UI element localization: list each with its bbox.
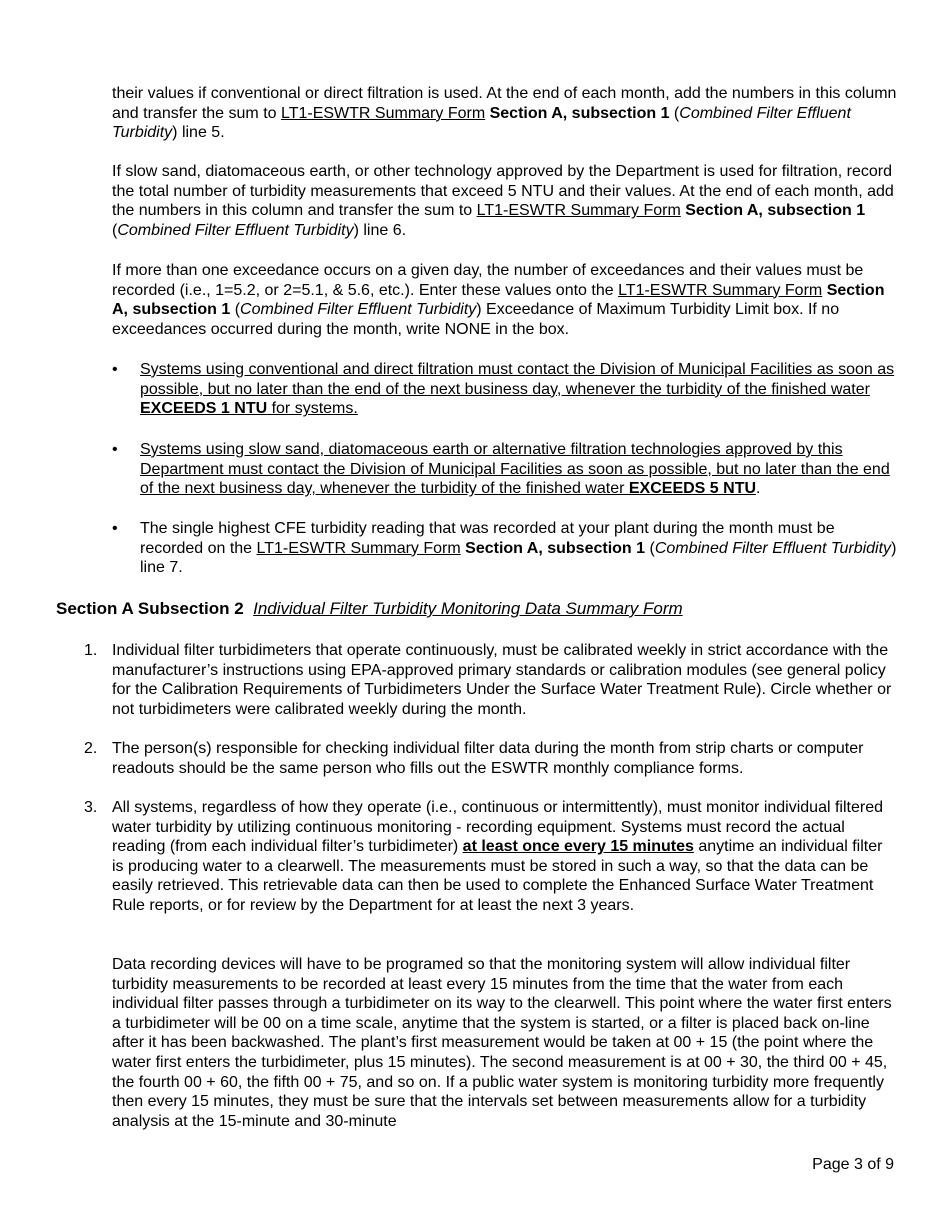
cfe-reference: Combined Filter Effluent Turbidity (654, 539, 892, 557)
frequency-emphasis: at least once every 15 minutes (462, 838, 694, 856)
exceeds-limit: EXCEEDS 1 NTU (140, 400, 268, 418)
item-number: 3. (84, 799, 98, 816)
section-reference: Section A, subsection 1 (112, 281, 885, 319)
summary-form-reference: LT1-ESWTR Summary Form (618, 281, 823, 299)
paragraph-text: their values if conventional or direct filtration is used. At the end of each month, add the numbers in this column and transfer the sum to (112, 85, 897, 122)
bullet-marker: • (112, 441, 118, 458)
section-heading (56, 598, 916, 620)
exceeds-limit: EXCEEDS 5 NTU (628, 480, 757, 498)
bullet-text: Systems using slow sand, diatomaceous earth or alternative filtration technologies approved by this Department must contact the Division of Municipal Facilities as soon as possible, but no later than the end of the next business day, whenever the turbidity of the finished water EXCEEDS 5 NTU. (140, 441, 890, 498)
summary-form-reference: LT1-ESWTR Summary Form (280, 104, 486, 122)
summary-form-reference: LT1-ESWTR Summary Form (256, 539, 461, 557)
paragraph-text: If slow sand, diatomaceous earth, or other technology approved by the Department is used for filtration, record the total number of turbidity measurements that exceed 5 NTU and their values. At the end of each month, add the numbers in this column and transfer the sum to (112, 163, 894, 220)
item-number: 2. (84, 740, 98, 757)
paragraph-cfe-conventional: their values if conventional or direct filtration is used. At the end of each month, add the numbers in this column and transfer the sum to LT1-ESWTR Summary Form Section A, subsection 1 (Combined Filter Effluent Turbidity) line 5. (112, 85, 897, 142)
item-text: All systems, regardless of how they operate (i.e., continuous or intermittently), must monitor individual filtered water turbidity by utilizing continuous monitoring - recording equipment. Systems must record the actual reading (from each individual filter’s turbidimeter) at least once every 15 minutes anytime an individual filter is producing water to a clearwell. The measurements must be stored in such a way, so that the data can be easily retrieved. This retrievable data can then be used to complete the Enhanced Surface Water Treatment Rule reports, or for review by the Department for at least the next 3 years. (112, 799, 883, 914)
bullet-text: Systems using conventional and direct filtration must contact the Division of Municipal Facilities as soon as possible, but no later than the end of the next business day, whenever the turbidity of the finished water EXCEEDS 1 NTU for systems. (140, 361, 895, 418)
bullet-marker: • (112, 520, 118, 537)
summary-form-reference: LT1-ESWTR Summary Form (476, 202, 681, 220)
cfe-reference: Combined Filter Effluent Turbidity (117, 221, 354, 239)
page-number: Page 3 of 9 (812, 1156, 894, 1173)
item-number: 1. (84, 642, 98, 659)
bullet-marker: • (112, 361, 118, 378)
item-text: Individual filter turbidimeters that operate continuously, must be calibrated weekly in strict accordance with the manufacturer’s instructions using EPA-approved primary standards or calibration modules (see general policy for the Calibration Requirements of Turbidimeters Under the Surface Water Treatment Rule). Circle whether or not turbidimeters were calibrated weekly during the month. (112, 642, 892, 718)
section-label: Section A Subsection 2 (56, 599, 244, 618)
section-reference: Section A, subsection 1 (489, 104, 670, 122)
section-reference: Section A, subsection 1 (685, 202, 866, 220)
section-reference: Section A, subsection 1 (465, 539, 646, 557)
paragraph-text: If more than one exceedance occurs on a given day, the number of exceedances and their values must be recorded (i.e., 1=5.2, or 2=5.1, & 5.6, etc.). Enter these values onto the (112, 262, 864, 299)
bullet-text: The single highest CFE turbidity reading that was recorded at your plant during the month must be recorded on the LT1-ESWTR Summary Form Section A, subsection 1 (Combined Filter Effluent Turbidity) line 7. (140, 520, 897, 577)
item-text: Data recording devices will have to be programed so that the monitoring system will allow individual filter turbidity measurements to be recorded at least every 15 minutes from the time that the water from each individual filter passes through a turbidimeter on its way to the clearwell. This point where the water first enters a turbidimeter will be 00 on a time scale, anytime that the system is started, or a filter is placed back on-line after it has been backwashed. The plant’s first measurement would be taken at 00 + 15 (the point where the water first enters the turbidimeter, plus 15 minutes). The second measurement is at 00 + 30, the third 00 + 45, the fourth 00 + 60, the fifth 00 + 75, and so on. If a public water system is monitoring turbidity more frequently then every 15 minutes, they must be sure that the intervals set between measurements allow for a turbidity analysis at the 15-minute and 30-minute (112, 956, 892, 1130)
paragraph-cfe-slow-sand: If slow sand, diatomaceous earth, or other technology approved by the Department is used for filtration, record the total number of turbidity measurements that exceed 5 NTU and their values. At the end of each month, add the numbers in this column and transfer the sum to LT1-ESWTR Summary Form Section A, subsection 1 (Combined Filter Effluent Turbidity) line 6. (112, 163, 894, 239)
section-title: Individual Filter Turbidity Monitoring Data Summary Form (253, 599, 683, 618)
item-text: The person(s) responsible for checking individual filter data during the month from strip charts or computer readouts should be the same person who fills out the ESWTR monthly compliance forms. (112, 740, 864, 777)
cfe-reference: Combined Filter Effluent Turbidity (240, 301, 477, 319)
cfe-reference: Combined Filter Effluent Turbidity (112, 104, 851, 142)
paragraph-exceedance: If more than one exceedance occurs on a given day, the number of exceedances and their values must be recorded (i.e., 1=5.2, or 2=5.1, & 5.6, etc.). Enter these values onto the LT1-ESWTR Summary Form Section A, subsection 1 (Combined Filter Effluent Turbidity) Exceedance of Maximum Turbidity Limit box. If no exceedances occurred during the month, write NONE in the box. (112, 262, 885, 338)
